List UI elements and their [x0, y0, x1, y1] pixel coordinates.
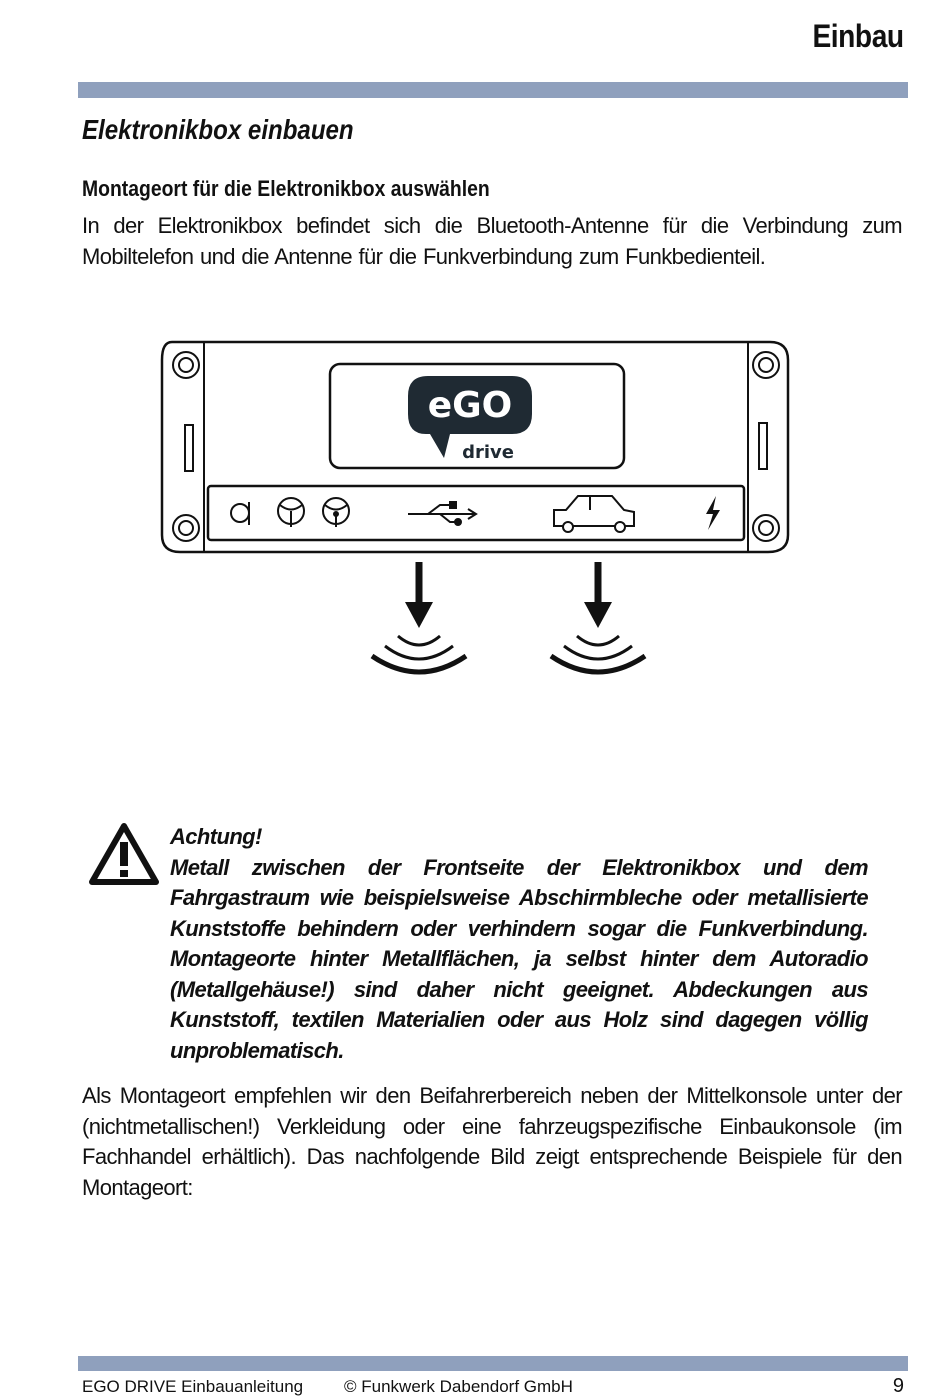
ego-drive-logo: [408, 376, 532, 463]
warning-title: Achtung!: [170, 824, 262, 849]
logo-sub-text: drive: [462, 442, 514, 463]
footer-copyright: © Funkwerk Dabendorf GmbH: [344, 1377, 573, 1396]
subheading: Montageort für die Elektronikbox auswählen: [82, 176, 490, 201]
mount-hole: [753, 352, 779, 378]
chapter-title: Einbau: [812, 18, 904, 54]
logo-main-text: eGO: [427, 385, 513, 426]
mount-hole: [753, 515, 779, 541]
power-icon: [706, 496, 720, 530]
mount-hole: [173, 352, 199, 378]
page-number: 9: [892, 1375, 904, 1397]
warning-triangle-icon: [88, 822, 160, 886]
radio-wave-right: [551, 636, 645, 672]
intro-paragraph: In der Elektronikbox befindet sich die Bluetooth-Antenne für die Verbindung zum Mobiltelefon und die Antenne für die Funkverbindung zum Funkbedienteil.: [82, 213, 902, 269]
radio-wave-left: [372, 636, 466, 672]
gps-icon: [278, 498, 304, 527]
mount-hole: [173, 515, 199, 541]
signal-arrow-left: [405, 562, 433, 628]
electronic-box-illustration: [150, 330, 800, 690]
header-rule: [78, 82, 908, 98]
section-title: Elektronikbox einbauen: [82, 114, 354, 145]
antenna-icon: [231, 502, 249, 525]
warning-notice: [170, 822, 868, 1066]
footer-doc-title: EGO DRIVE Einbauanleitung: [82, 1377, 304, 1396]
mounting-paragraph: Als Montageort empfehlen wir den Beifahrerbereich neben der Mittelkonsole unter der (nichtmetallischen!) Verkleidung oder eine fahrzeugspezifische Einbaukonsole (im Fachhandel erhältlich). Das nachfolgende Bild zeigt entsprechende Beispiele für den Montageort:: [82, 1083, 902, 1200]
warning-text: Metall zwischen der Frontseite der Elektronikbox und dem Fahrgastraum wie beispielsweise Abschirmbleche oder metallisierte Kunststoffe behindern oder verhindern sogar die Funkverbindung. Montageorte hinter Metallflächen, ja selbst hinter dem Autoradio (Metallgehäuse!) sind daher nicht geeignet. Abdeckungen aus Kunststoff, textilen Materialien oder aus Holz sind dagegen völlig unproblematisch.: [170, 854, 868, 1063]
signal-arrow-right: [584, 562, 612, 628]
usb-icon: [408, 502, 476, 525]
footer-rule: [78, 1356, 908, 1371]
gps-icon: [323, 498, 349, 527]
car-icon: [554, 496, 634, 532]
